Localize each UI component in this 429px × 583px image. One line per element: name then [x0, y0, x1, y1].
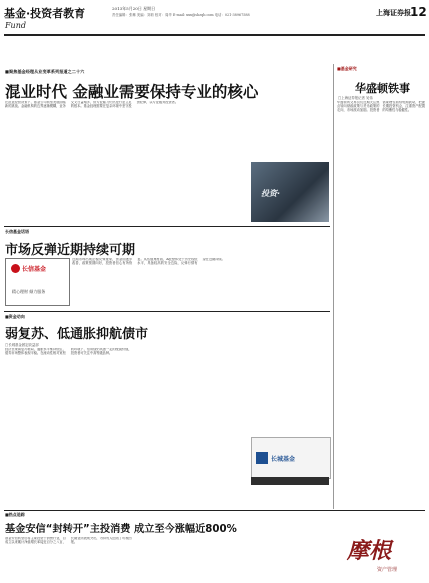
changxin-ad — [5, 258, 70, 306]
bottom-body-text: 基金安信转型后将主要投资于消费行业，自成立以来累计净值增长率接近百分之八百，长期业绩表现突出，为持有人创造了可观回报。 — [5, 537, 132, 544]
morgan-logo-mark: 摩根 — [347, 538, 392, 564]
changxin-logo-icon — [11, 264, 20, 273]
lead-kicker: ■聚焦基金经理从业变革系列报道之二十六 — [5, 69, 85, 74]
date-line: 2013年5月20日 星期日 — [112, 6, 156, 11]
second-body-text: 经济呈现弱复苏格局，通胀水平维持低位，债券市场整体表现平稳。在流动性相对宽松的环境下，信用债仍具备一定的配置价值，投资者可关注中高等级品种。 — [5, 348, 132, 355]
morgan-logo-box — [337, 514, 425, 580]
header-rule — [4, 34, 425, 36]
market-body — [72, 258, 328, 308]
second-tag: ■资金动向 — [5, 314, 25, 319]
lead-headline: 混业时代 金融业需要保持专业的核心 — [5, 83, 259, 101]
subsection-label: Fund — [5, 21, 26, 30]
changxin-ad-slogan: 精心理财 倾力服务 — [12, 289, 46, 294]
sidebar-body — [337, 101, 425, 506]
photo-caption: 投资· — [261, 189, 281, 198]
page-number: 12 — [410, 5, 427, 19]
paper-logo: 上海证券报 — [376, 8, 411, 17]
bottom-rule — [4, 510, 425, 511]
sidebar-tag: ■基金研究 — [337, 66, 357, 71]
sidebar-title: 华盛顿铁事 — [355, 82, 410, 95]
changcheng-logo-icon — [256, 452, 268, 464]
second-byline: □长城基金固定收益部 — [5, 343, 39, 347]
contact-line: 责任编辑：张琳 美编：刘莉 校对：周华 E-mail: xxx@shzqb.com 电话：021-38967588 — [112, 13, 250, 17]
bottom-headline: 基金安信“封转开”主投消费 成立至今涨幅近800% — [5, 524, 237, 535]
changcheng-ad — [251, 437, 331, 479]
sidebar-byline: □上海证券报记者 吴伟 — [338, 96, 373, 100]
second-headline: 弱复苏、低通胀抑航债市 — [5, 327, 149, 342]
section-title: 基金·投资者教育 — [4, 7, 86, 20]
changcheng-ad-name: 长城基金 — [271, 456, 296, 463]
lead-body-text: 在混业经营背景下，基金公司转型发展面临新的挑战。金融机构的边界逐渐模糊，业务交叉日益增多，但专业能力仍然是行业立足的根本。基金经理需要在复杂环境中坚守投资纪律，以专业服务投资者。 — [5, 101, 179, 108]
morgan-logo-sub: 资产管理 — [377, 567, 398, 573]
sidebar-body-text: 华盛顿的交易员们近期关注焦点转向财政政策与货币政策的走向，市场波动加剧。投资者需要理性看待短期波动，把握长期投资机会，注重资产配置的均衡性与稳健性。 — [337, 101, 425, 112]
bottom-tag: ■热点追踪 — [5, 512, 25, 517]
market-tag: 长信基金话语 — [5, 229, 29, 234]
market-headline: 市场反弹近期持续可期 — [5, 243, 136, 258]
bottom-body — [5, 537, 329, 581]
changcheng-ad-stripe — [251, 477, 329, 485]
sidebar-divider — [333, 64, 334, 509]
market-body-text: 近期市场出现企稳反弹迹象，资金面逐步改善，政策预期向好，投资者信心有所恢复。从估值角度看，A股整体处于历史较低水平，具备较高的安全边际，反弹行情有望在近期持续。 — [72, 258, 225, 265]
changxin-ad-name: 长信基金 — [22, 266, 47, 273]
market-rule — [4, 226, 330, 227]
second-rule — [4, 311, 330, 312]
lead-photo — [251, 162, 329, 222]
